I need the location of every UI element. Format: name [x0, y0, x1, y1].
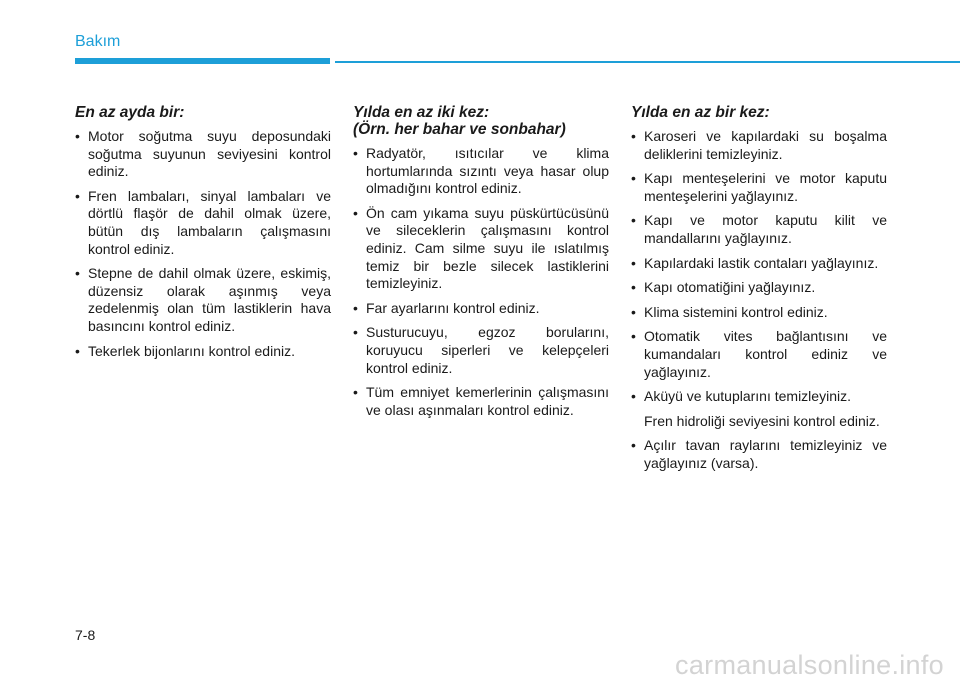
- bullet-icon: •: [353, 384, 358, 401]
- list-item: [631, 128, 887, 163]
- list-item-text: Açılır tavan raylarını temizleyiniz ve yağlayınız (varsa).: [644, 437, 887, 471]
- bullet-icon: •: [631, 212, 636, 229]
- list-item: [353, 300, 609, 318]
- list-item: [75, 343, 331, 361]
- bullet-icon: •: [631, 170, 636, 187]
- bullet-icon: •: [75, 187, 80, 204]
- list-item: [631, 279, 887, 297]
- section-title: Bakım: [75, 33, 121, 50]
- checklist: [353, 145, 609, 419]
- bullet-icon: •: [631, 279, 636, 296]
- list-item-text: Kapı menteşelerini ve motor kaputu menteşelerini yağlayınız.: [644, 170, 887, 204]
- column-subheading: (Örn. her bahar ve sonbahar): [353, 121, 566, 138]
- list-item-text: Susturucuyu, egzoz borularını, koruyucu siperleri ve kelepçeleri kontrol ediniz.: [366, 324, 609, 376]
- list-item-text: Stepne de dahil olmak üzere, eskimiş, düzensiz olarak aşınmış veya zedelenmiş olan tüm lastiklerin hava basıncını kontrol ediniz.: [88, 265, 331, 334]
- list-item-text: Aküyü ve kutuplarını temizleyiniz.: [644, 388, 851, 405]
- bullet-icon: •: [75, 265, 80, 282]
- watermark: carmanualsonline.info: [675, 650, 944, 680]
- bullet-icon: •: [631, 128, 636, 144]
- list-item: [631, 437, 887, 472]
- list-item: [631, 255, 887, 273]
- list-item: [75, 188, 331, 258]
- column-heading: [353, 104, 609, 138]
- list-item-text: Kapı ve motor kaputu kilit ve mandallarını yağlayınız.: [644, 212, 887, 246]
- list-item-text: Tekerlek bijonlarını kontrol ediniz.: [88, 342, 295, 359]
- bullet-icon: •: [631, 303, 636, 320]
- bullet-icon: •: [353, 324, 358, 341]
- column-monthly: [75, 104, 331, 367]
- column-heading: Yılda en az bir kez:: [631, 104, 770, 121]
- list-item: [631, 212, 887, 247]
- list-item-text: Fren lambaları, sinyal lambaları ve dörtlü flaşör de dahil olmak üzere, bütün dış lambaların çalışmasını kontrol ediniz.: [88, 187, 331, 257]
- list-item: [353, 384, 609, 419]
- checklist: [75, 128, 331, 360]
- list-item-text: Karoseri ve kapılardaki su boşalma deliklerini temizleyiniz.: [644, 128, 887, 162]
- column-heading-main: Yılda en az iki kez:: [353, 104, 490, 121]
- list-item-text: Klima sistemini kontrol ediniz.: [644, 303, 828, 320]
- list-item: [75, 128, 331, 181]
- list-item-text: Otomatik vites bağlantısını ve kumandaları kontrol ediniz ve yağlayınız.: [644, 328, 887, 380]
- bullet-icon: •: [75, 342, 80, 359]
- bullet-icon: •: [631, 328, 636, 345]
- list-item-text: Kapılardaki lastik contaları yağlayınız.: [644, 254, 879, 271]
- note-item: [631, 413, 887, 431]
- list-item-text: Ön cam yıkama suyu püskürtücüsünü ve sileceklerin çalışmasını kontrol ediniz. Cam silme suyu ile ıslatılmış temiz bir bezle silecek lastiklerini temizleyiniz.: [366, 204, 609, 292]
- page-number: 7-8: [75, 627, 96, 643]
- header-rule-thin: [335, 61, 960, 63]
- list-item: [631, 328, 887, 381]
- column-yearly: [631, 104, 887, 480]
- list-item: [631, 388, 887, 406]
- header-rule-thick: [75, 58, 330, 64]
- column-heading: En az ayda bir:: [75, 104, 185, 121]
- list-item-text: Fren hidroliği seviyesini kontrol ediniz.: [644, 412, 880, 429]
- list-item: [631, 170, 887, 205]
- bullet-icon: •: [353, 204, 358, 221]
- list-item-text: Kapı otomatiğini yağlayınız.: [644, 279, 816, 296]
- list-item-text: Radyatör, ısıtıcılar ve klima hortumlarında sızıntı veya hasar olup olmadığını kontrol ediniz.: [366, 145, 609, 197]
- list-item-text: Tüm emniyet kemerlerinin çalışmasını ve olası aşınmaları kontrol ediniz.: [366, 384, 609, 418]
- list-item: [353, 324, 609, 377]
- list-item: [75, 265, 331, 335]
- bullet-icon: •: [353, 299, 358, 316]
- list-item-text: Motor soğutma suyu deposundaki soğutma suyunun seviyesini kontrol ediniz.: [88, 128, 331, 180]
- checklist: [631, 128, 887, 473]
- bullet-icon: •: [631, 437, 636, 454]
- bullet-icon: •: [75, 128, 80, 144]
- list-item: [631, 304, 887, 322]
- bullet-icon: •: [631, 254, 636, 271]
- list-item-text: Far ayarlarını kontrol ediniz.: [366, 299, 540, 316]
- list-item: [353, 145, 609, 198]
- list-item: [353, 205, 609, 293]
- bullet-icon: •: [631, 388, 636, 405]
- column-twice-yearly: [353, 104, 609, 426]
- bullet-icon: •: [353, 145, 358, 161]
